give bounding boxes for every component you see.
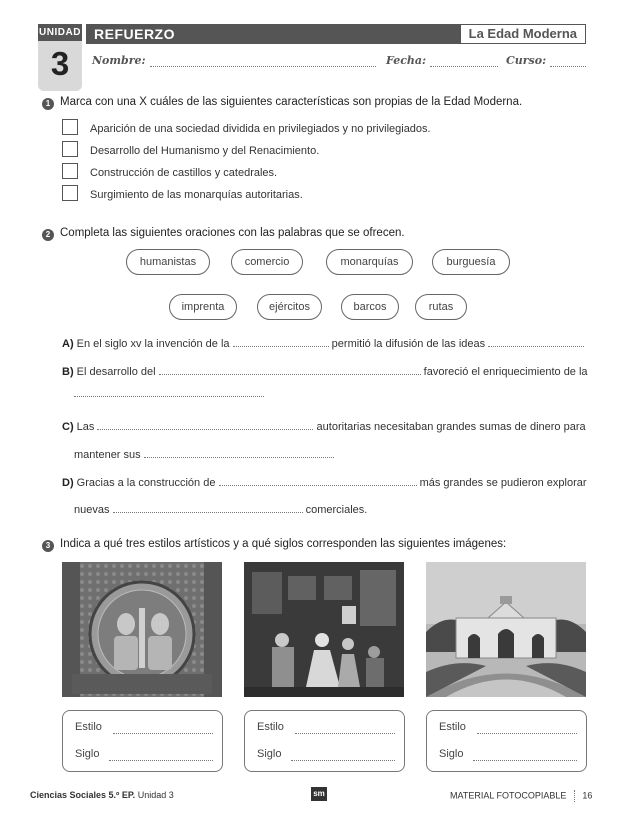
sentence-d-letter: D) [62, 477, 74, 489]
answer-box-1[interactable] [62, 710, 223, 772]
answer-box-3[interactable] [426, 710, 587, 772]
section-title: REFUERZO [94, 26, 175, 42]
q1-option-2: Desarrollo del Humanismo y del Renacimiento. [90, 145, 320, 157]
sentence-c-part3: mantener sus [74, 449, 141, 461]
sentence-c-part2: autoritarias necesitaban grandes sumas de dinero para [316, 421, 586, 433]
sentence-a-part2: permitió la difusión de las ideas [331, 338, 486, 350]
sentence-c-letter: C) [62, 421, 74, 433]
word-chip-humanistas: humanistas [126, 249, 210, 275]
footer-material-label: MATERIAL FOTOCOPIABLE [450, 790, 567, 801]
century-blank-3[interactable] [473, 760, 577, 761]
footer-unit: Unidad 3 [137, 790, 174, 800]
q1-checkbox-2[interactable] [62, 141, 78, 157]
page-number: 16 [582, 790, 593, 801]
course-line [550, 57, 586, 67]
sentence-b-part1: El desarrollo del [76, 366, 156, 378]
sentence-b-letter: B) [62, 366, 74, 378]
q3-prompt: Indica a qué tres estilos artísticos y a qué siglos corresponden las siguientes imágenes: [60, 538, 507, 550]
q1-prompt: Marca con una X cuáles de las siguientes características son propias de la Edad Moderna. [60, 96, 523, 108]
unit-badge [38, 24, 82, 94]
blank-a-1[interactable] [233, 338, 329, 347]
century-label-1: Siglo [75, 748, 100, 760]
blank-d-1[interactable] [219, 477, 417, 486]
sentence-a [62, 337, 584, 351]
q1-checkbox-1[interactable] [62, 119, 78, 135]
q1-checkbox-4[interactable] [62, 185, 78, 201]
course-field[interactable] [506, 54, 586, 67]
blank-c-2[interactable] [144, 449, 334, 458]
footer-divider [574, 790, 575, 802]
q1-option-4: Surgimiento de las monarquías autoritarias. [90, 189, 303, 201]
footer-subject [30, 790, 174, 800]
word-chip-comercio: comercio [231, 249, 303, 275]
century-label-3: Siglo [439, 748, 464, 760]
q1-number: 1 [42, 98, 54, 110]
sentence-c [62, 420, 586, 434]
date-line [430, 57, 498, 67]
unit-label: UNIDAD [38, 24, 82, 41]
sentence-d [62, 476, 587, 490]
word-chip-ejercitos: ejércitos [257, 294, 322, 320]
word-chip-burguesia: burguesía [432, 249, 510, 275]
unit-number: 3 [38, 41, 82, 91]
sentence-d-part1: Gracias a la construcción de [76, 477, 216, 489]
sentence-d-part3: nuevas [74, 504, 110, 516]
blank-c-1[interactable] [97, 421, 313, 430]
sentence-d-cont [74, 503, 367, 517]
sentence-d-part4: comerciales. [305, 504, 368, 516]
q1-option-1: Aparición de una sociedad dividida en privilegiados y no privilegiados. [90, 123, 431, 135]
blank-b-1[interactable] [159, 366, 421, 375]
blank-b-2[interactable] [74, 396, 264, 397]
word-chip-barcos: barcos [341, 294, 399, 320]
style-label-1: Estilo [75, 721, 102, 733]
q3-number: 3 [42, 540, 54, 552]
century-label-2: Siglo [257, 748, 282, 760]
sentence-c-cont [74, 448, 334, 462]
footer-subject-name: Ciencias Sociales 5.º EP. [30, 790, 136, 800]
q2-prompt: Completa las siguientes oraciones con las palabras que se ofrecen. [60, 227, 405, 239]
century-blank-2[interactable] [291, 760, 395, 761]
word-chip-rutas: rutas [415, 294, 467, 320]
answer-box-2[interactable] [244, 710, 405, 772]
publisher-logo: sm [311, 787, 327, 801]
style-blank-3[interactable] [477, 733, 577, 734]
las-meninas-painting-image [244, 562, 404, 697]
sentence-b-part2: favoreció el enriquecimiento de la [423, 366, 588, 378]
sentence-d-part2: más grandes se pudieron explorar [419, 477, 587, 489]
date-label: Fecha: [386, 54, 427, 67]
style-blank-1[interactable] [113, 733, 213, 734]
century-blank-1[interactable] [109, 760, 213, 761]
blank-d-2[interactable] [113, 504, 303, 513]
name-field[interactable] [92, 54, 376, 67]
name-line [150, 57, 376, 67]
q1-checkbox-3[interactable] [62, 163, 78, 179]
q2-number: 2 [42, 229, 54, 241]
topic-title: La Edad Moderna [460, 24, 586, 44]
sentence-c-part1: Las [76, 421, 95, 433]
style-blank-2[interactable] [295, 733, 395, 734]
relief-sculpture-image [62, 562, 222, 697]
puerta-de-alcala-image [426, 562, 586, 697]
sentence-a-part1: En el siglo xv la invención de la [76, 338, 230, 350]
title-bar [86, 24, 586, 44]
sentence-b [62, 365, 588, 379]
footer-material [450, 790, 592, 802]
date-field[interactable] [386, 54, 498, 67]
word-chip-monarquias: monarquías [326, 249, 413, 275]
q1-option-3: Construcción de castillos y catedrales. [90, 167, 278, 179]
style-label-3: Estilo [439, 721, 466, 733]
word-chip-imprenta: imprenta [169, 294, 237, 320]
name-label: Nombre: [92, 54, 146, 67]
sentence-a-letter: A) [62, 338, 74, 350]
style-label-2: Estilo [257, 721, 284, 733]
blank-a-2[interactable] [488, 338, 584, 347]
course-label: Curso: [506, 54, 547, 67]
